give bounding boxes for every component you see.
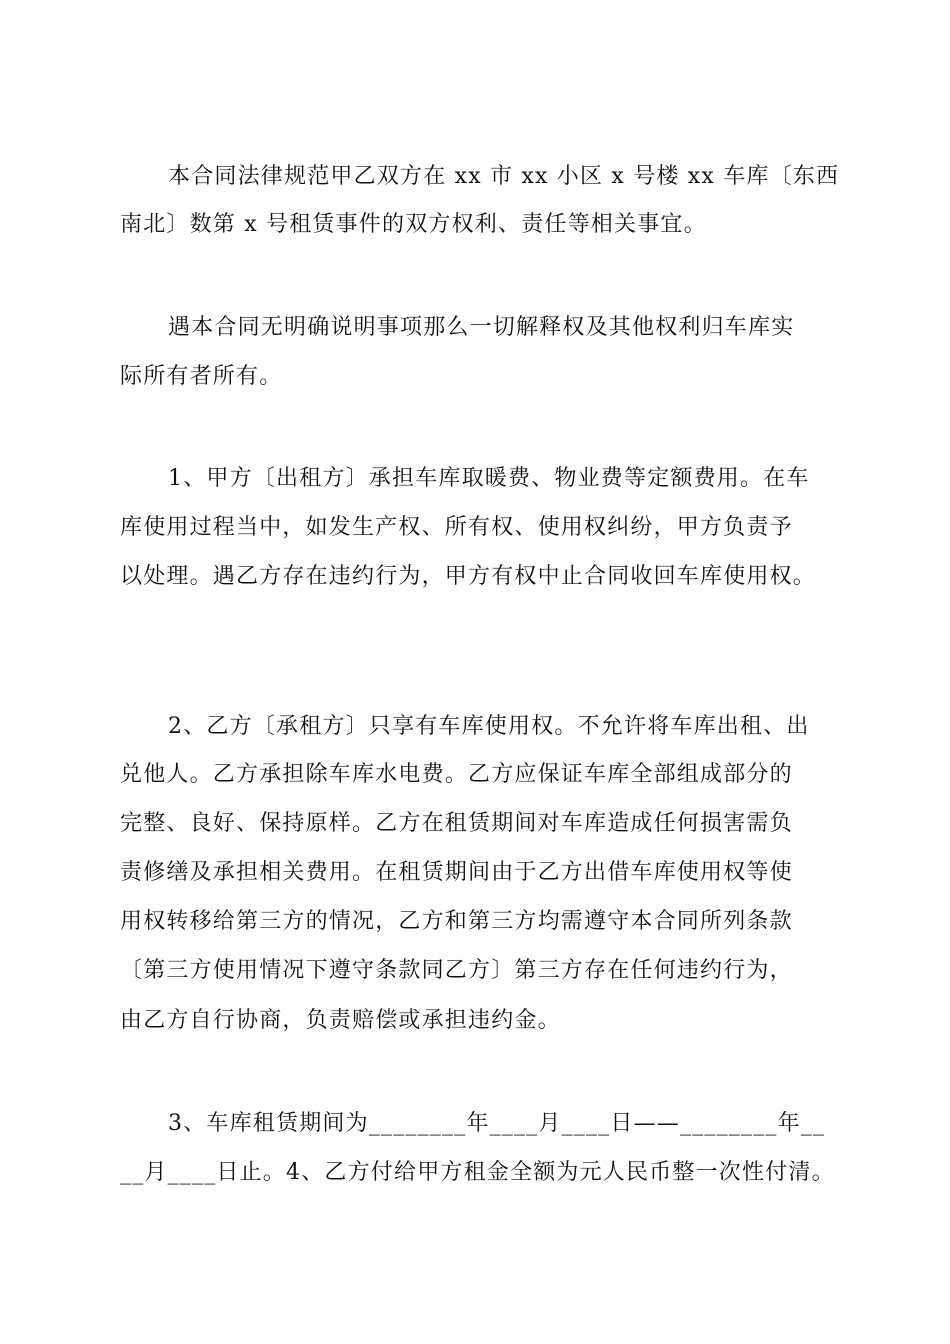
clause-1-line-1: 1、甲方〔出租方〕承担车库取暖费、物业费等定额费用。在车: [168, 466, 810, 491]
paragraph-intro-line-2: 南北〕数第 x 号租赁事件的双方权利、责任等相关事宜。: [120, 212, 707, 237]
clause-3-line-2: __月____日止。4、乙方付给甲方租金全额为元人民币整一次性付清。: [120, 1160, 835, 1185]
clause-2-line-4: 责修缮及承担相关费用。在租赁期间由于乙方出借车库使用权等使: [120, 860, 793, 885]
paragraph-intro-line-1: 本合同法律规范甲乙双方在 xx 市 xx 小区 x 号楼 xx 车库〔东西: [168, 164, 840, 189]
paragraph-interpretation-line-2: 际所有者所有。: [120, 364, 283, 389]
clause-2-line-1: 2、乙方〔承租方〕只享有车库使用权。不允许将车库出租、出: [168, 714, 810, 739]
clause-2-line-5: 用权转移给第三方的情况，乙方和第三方均需遵守本合同所列条款: [120, 909, 793, 934]
clause-2-line-2: 兑他人。乙方承担除车库水电费。乙方应保证车库全部组成部分的: [120, 762, 793, 787]
clause-2-line-6: 〔第三方使用情况下遵守条款同乙方〕第三方存在任何违约行为，: [120, 958, 793, 983]
clause-3-line-1: 3、车库租赁期间为________年____月____日——________年__: [168, 1111, 826, 1136]
clause-2-line-3: 完整、良好、保持原样。乙方在租赁期间对车库造成任何损害需负: [120, 811, 793, 836]
paragraph-interpretation-line-1: 遇本合同无明确说明事项那么一切解释权及其他权利归车库实: [168, 315, 795, 340]
clause-1-line-3: 以处理。遇乙方存在违约行为，甲方有权中止合同收回车库使用权。: [120, 564, 817, 589]
clause-1-line-2: 库使用过程当中，如发生产权、所有权、使用权纠纷，甲方负责予: [120, 515, 793, 540]
clause-2-line-7: 由乙方自行协商，负责赔偿或承担违约金。: [120, 1008, 561, 1033]
